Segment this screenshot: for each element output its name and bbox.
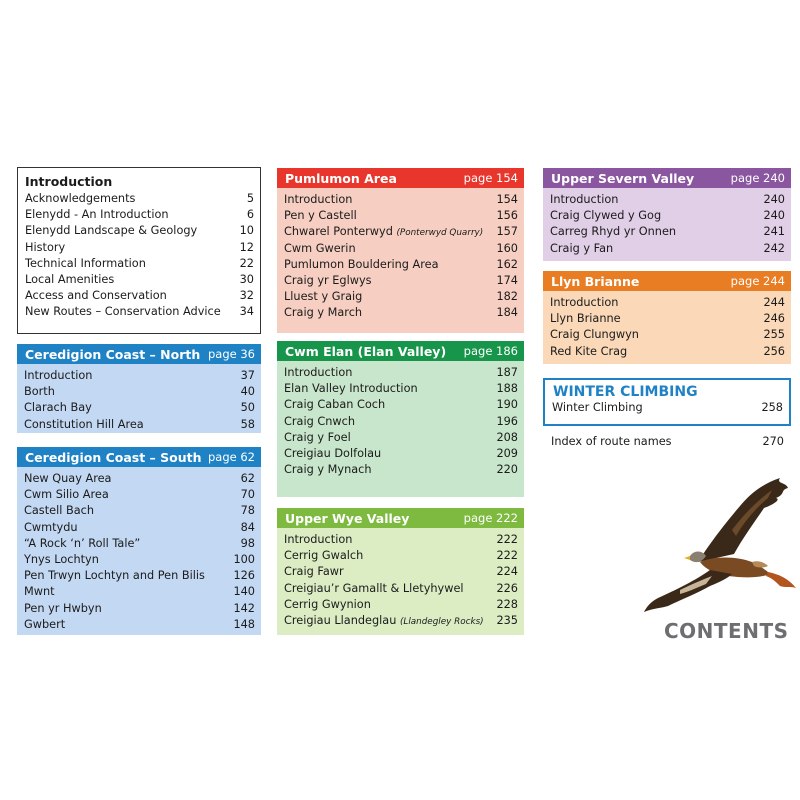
toc-page: 22 — [239, 256, 254, 270]
section-title: Upper Severn Valley — [551, 170, 695, 186]
toc-row — [284, 532, 518, 548]
toc-label-text: Castell Bach — [24, 504, 94, 518]
toc-label-text: Cerrig Gwalch — [284, 549, 364, 563]
toc-page: 58 — [240, 417, 255, 431]
toc-row — [25, 304, 254, 320]
toc-row — [24, 471, 255, 487]
toc-label — [550, 224, 676, 240]
toc-page: 222 — [496, 533, 518, 546]
section-list — [545, 400, 789, 420]
toc-page: 156 — [496, 209, 518, 223]
toc-row — [284, 273, 518, 289]
toc-label-text: Ynys Lochtyn — [24, 552, 99, 566]
toc-label — [284, 305, 362, 321]
section-page: page 62 — [207, 450, 255, 464]
toc-page: 184 — [496, 306, 518, 320]
toc-page: 244 — [763, 296, 785, 309]
toc-label — [284, 289, 362, 305]
toc-label — [550, 241, 613, 257]
toc-page: 228 — [496, 597, 518, 611]
toc-page: 224 — [496, 565, 518, 579]
toc-label — [25, 256, 146, 272]
toc-label — [284, 208, 357, 224]
section-upper-wye — [277, 508, 524, 635]
toc-page: 240 — [763, 209, 785, 223]
toc-page: 50 — [240, 401, 255, 415]
toc-row — [284, 397, 518, 413]
toc-row — [550, 327, 785, 343]
toc-label-text: New Quay Area — [24, 472, 112, 485]
section-page: page 186 — [463, 344, 518, 358]
toc-row — [25, 272, 254, 288]
section-title: Ceredigion Coast – South — [25, 449, 202, 465]
toc-row — [284, 305, 518, 321]
toc-label — [24, 584, 55, 600]
toc-label-text: Craig Fawr — [284, 565, 344, 579]
toc-label-text: Craig Cnwch — [284, 414, 356, 428]
toc-label — [24, 400, 92, 416]
toc-page: 246 — [763, 312, 785, 326]
toc-row — [284, 414, 518, 430]
toc-label-text: Red Kite Crag — [550, 344, 628, 358]
section-cwm-elan — [277, 341, 524, 497]
section-header — [543, 271, 791, 291]
toc-page: 208 — [496, 430, 518, 444]
toc-label-text: Clarach Bay — [24, 401, 92, 415]
section-list — [277, 361, 524, 482]
toc-page: 78 — [240, 504, 255, 518]
toc-label-text: Mwnt — [24, 585, 55, 599]
toc-label — [284, 241, 356, 257]
toc-row — [284, 208, 518, 224]
toc-label-text: Carreg Rhyd yr Onnen — [550, 225, 677, 239]
toc-row — [24, 384, 255, 400]
toc-row — [24, 568, 255, 584]
toc-page: 196 — [496, 414, 518, 428]
toc-label-text: Creigiau’r Gamallt & Lletyhywel — [284, 581, 464, 595]
red-kite-bird-icon — [640, 470, 800, 615]
toc-label — [284, 414, 355, 430]
toc-row — [24, 552, 255, 568]
toc-label — [284, 462, 372, 478]
toc-page: 226 — [496, 581, 518, 595]
toc-label — [24, 601, 102, 617]
section-title: WINTER CLIMBING — [553, 384, 698, 400]
toc-label-text: Cwmtydu — [24, 520, 78, 534]
section-header — [17, 344, 261, 364]
section-llyn-brianne — [543, 271, 791, 364]
toc-row — [24, 617, 255, 633]
section-introduction — [17, 167, 261, 334]
toc-page: 70 — [240, 488, 255, 502]
toc-label-text: Introduction — [550, 193, 619, 206]
section-title: Llyn Brianne — [551, 273, 640, 289]
toc-row — [24, 536, 255, 552]
toc-row — [284, 613, 518, 629]
toc-label-text: New Routes – Conservation Advice — [25, 305, 221, 319]
index-label: Index of route names — [551, 435, 672, 448]
toc-label-text: Lluest y Graig — [284, 290, 363, 304]
toc-label-text: Introduction — [284, 533, 353, 546]
toc-label-text: Introduction — [550, 296, 619, 309]
toc-page: 209 — [496, 446, 518, 460]
section-list — [543, 188, 791, 261]
toc-row — [284, 581, 518, 597]
toc-label-text: Winter Climbing — [552, 401, 643, 414]
toc-label-text: “A Rock ‘n’ Roll Tale” — [24, 536, 141, 550]
toc-page: 140 — [233, 585, 255, 599]
toc-row — [25, 240, 254, 256]
toc-page: 6 — [246, 208, 254, 222]
toc-row — [25, 191, 254, 207]
toc-label-text: Craig y March — [284, 306, 363, 320]
toc-label-text: Creigiau Dolfolau — [284, 446, 382, 460]
toc-page: 5 — [246, 192, 254, 205]
contents-title: CONTENTS — [664, 619, 789, 643]
toc-label-text: Pen Trwyn Lochtyn and Pen Bilis — [24, 569, 205, 583]
toc-page: 154 — [496, 193, 518, 206]
toc-label — [25, 240, 65, 256]
toc-label — [550, 208, 661, 224]
toc-label — [25, 288, 167, 304]
section-list — [277, 188, 524, 326]
toc-row — [550, 311, 785, 327]
section-title: Introduction — [25, 174, 113, 189]
toc-row — [284, 430, 518, 446]
toc-row — [24, 601, 255, 617]
toc-label-text: Pen y Castell — [284, 209, 357, 223]
toc-label-text: Craig y Foel — [284, 430, 351, 444]
toc-label — [24, 471, 111, 487]
toc-row — [284, 224, 518, 240]
toc-label — [284, 365, 352, 381]
toc-page: 10 — [239, 224, 254, 238]
toc-label — [284, 257, 439, 273]
toc-page: 242 — [763, 241, 785, 255]
toc-label — [284, 564, 344, 580]
toc-row — [552, 400, 783, 416]
toc-page: 255 — [763, 328, 785, 342]
section-list — [277, 528, 524, 633]
toc-label — [25, 223, 197, 239]
section-list — [17, 364, 261, 437]
toc-row — [550, 344, 785, 360]
toc-label-text: Introduction — [24, 369, 93, 382]
section-title: Ceredigion Coast – North — [25, 346, 201, 362]
toc-label — [284, 548, 363, 564]
toc-row — [24, 417, 255, 433]
toc-label-text: Craig y Mynach — [284, 463, 372, 477]
toc-label — [24, 503, 94, 519]
toc-row — [24, 503, 255, 519]
toc-row — [284, 381, 518, 397]
toc-page: 174 — [496, 273, 518, 287]
toc-page: 187 — [496, 366, 518, 379]
toc-page: 190 — [496, 398, 518, 412]
toc-page: 32 — [239, 289, 254, 303]
section-page: page 222 — [463, 511, 518, 525]
section-ceredigion-south — [17, 447, 261, 635]
section-header — [277, 508, 524, 528]
section-pumlumon — [277, 168, 524, 333]
toc-row — [284, 446, 518, 462]
toc-label-text: Pumlumon Bouldering Area — [284, 257, 439, 271]
toc-label-text: Gwbert — [24, 617, 66, 631]
toc-label-text: Craig Caban Coch — [284, 398, 386, 412]
toc-row — [550, 208, 785, 224]
toc-label — [25, 191, 135, 207]
toc-label — [25, 304, 221, 320]
toc-row — [284, 257, 518, 273]
toc-label — [284, 532, 352, 548]
section-header — [277, 341, 524, 361]
toc-row — [284, 462, 518, 478]
toc-page: 100 — [233, 552, 255, 566]
toc-label-text: Borth — [24, 385, 55, 399]
toc-row — [25, 256, 254, 272]
section-header — [277, 168, 524, 188]
toc-label-text: Craig Clywed y Gog — [550, 209, 662, 223]
toc-label — [284, 273, 372, 289]
toc-page: 220 — [496, 463, 518, 477]
toc-page: 235 — [496, 613, 518, 627]
index-page: 270 — [762, 435, 784, 448]
toc-label-text: Cerrig Gwynion — [284, 597, 371, 611]
toc-row — [24, 368, 255, 384]
toc-label — [24, 617, 65, 633]
toc-row — [284, 564, 518, 580]
toc-row — [284, 192, 518, 208]
toc-label — [24, 368, 92, 384]
toc-page: 30 — [239, 272, 254, 286]
toc-page: 258 — [761, 401, 783, 414]
section-title: Cwm Elan (Elan Valley) — [285, 343, 447, 359]
toc-row — [24, 584, 255, 600]
section-list — [543, 291, 791, 364]
toc-label — [24, 417, 144, 433]
toc-row — [550, 295, 785, 311]
toc-row — [24, 400, 255, 416]
toc-page: 240 — [763, 193, 785, 206]
toc-label — [284, 397, 385, 413]
toc-label — [24, 536, 140, 552]
toc-page: 34 — [239, 305, 254, 319]
toc-note: (Llandegley Rocks) — [399, 616, 484, 627]
section-header — [543, 168, 791, 188]
section-page: page 154 — [463, 171, 518, 185]
toc-row — [24, 520, 255, 536]
toc-page: 241 — [763, 225, 785, 239]
toc-label-text: Craig Clungwyn — [550, 328, 639, 342]
toc-label-text: Local Amenities — [25, 272, 115, 286]
toc-label — [24, 520, 78, 536]
toc-label-text: Pen yr Hwbyn — [24, 601, 102, 615]
toc-row — [550, 192, 785, 208]
toc-page: 188 — [496, 382, 518, 396]
toc-label-text: Elenydd Landscape & Geology — [25, 224, 198, 238]
toc-label — [550, 344, 627, 360]
toc-row — [284, 241, 518, 257]
toc-row — [284, 365, 518, 381]
toc-row — [25, 207, 254, 223]
toc-label-text: Acknowledgements — [25, 192, 136, 205]
toc-label-text: Chwarel Ponterwyd — [284, 225, 393, 239]
section-list — [18, 191, 260, 325]
toc-page: 98 — [240, 536, 255, 550]
toc-page: 12 — [239, 240, 254, 254]
toc-label — [24, 568, 205, 584]
section-page: page 240 — [730, 171, 785, 185]
section-page: page 36 — [207, 347, 255, 361]
toc-page: 160 — [496, 241, 518, 255]
toc-page: 157 — [496, 225, 518, 239]
toc-row — [284, 548, 518, 564]
toc-label — [550, 295, 618, 311]
toc-label-text: Cwm Silio Area — [24, 488, 109, 502]
toc-label — [25, 207, 169, 223]
toc-label — [284, 224, 483, 241]
toc-label-text: Creigiau Llandeglau — [284, 613, 397, 627]
toc-label-text: Technical Information — [25, 256, 146, 270]
toc-page: 142 — [233, 601, 255, 615]
toc-row — [25, 288, 254, 304]
toc-label-text: Llyn Brianne — [550, 312, 621, 326]
index-row — [551, 434, 784, 450]
toc-label — [552, 400, 643, 416]
toc-label — [284, 446, 381, 462]
section-page: page 244 — [730, 274, 785, 288]
section-title: Pumlumon Area — [285, 170, 397, 186]
toc-row — [284, 289, 518, 305]
toc-label — [284, 597, 371, 613]
toc-page: 256 — [763, 344, 785, 358]
toc-label — [25, 272, 114, 288]
toc-label-text: Craig yr Eglwys — [284, 273, 372, 287]
toc-row — [284, 597, 518, 613]
toc-label — [24, 487, 109, 503]
section-title: Upper Wye Valley — [285, 510, 410, 526]
toc-label-text: Access and Conservation — [25, 289, 167, 303]
section-list — [17, 467, 261, 637]
toc-label — [550, 192, 618, 208]
toc-label — [284, 581, 464, 597]
toc-label-text: Introduction — [284, 193, 353, 206]
toc-page: 40 — [240, 385, 255, 399]
section-header — [17, 447, 261, 467]
toc-row — [25, 223, 254, 239]
toc-label — [284, 430, 351, 446]
toc-label-text: Craig y Fan — [550, 241, 614, 255]
toc-label-text: History — [25, 240, 66, 254]
toc-label — [24, 384, 55, 400]
toc-note: (Ponterwyd Quarry) — [396, 228, 484, 239]
toc-label-text: Elan Valley Introduction — [284, 382, 418, 396]
toc-page: 222 — [496, 549, 518, 563]
toc-page: 37 — [240, 369, 255, 382]
toc-label — [550, 327, 639, 343]
toc-page: 182 — [496, 290, 518, 304]
toc-label-text: Cwm Gwerin — [284, 241, 356, 255]
section-ceredigion-north — [17, 344, 261, 433]
section-winter-climbing — [543, 378, 791, 426]
toc-label-text: Introduction — [284, 366, 353, 379]
section-upper-severn — [543, 168, 791, 261]
toc-label — [284, 192, 352, 208]
toc-page: 84 — [240, 520, 255, 534]
toc-label — [284, 613, 484, 630]
toc-page: 126 — [233, 569, 255, 583]
toc-row — [550, 224, 785, 240]
toc-label — [550, 311, 621, 327]
toc-row — [550, 241, 785, 257]
toc-label — [284, 381, 418, 397]
toc-page: 162 — [496, 257, 518, 271]
toc-label-text: Elenydd - An Introduction — [25, 208, 169, 222]
toc-page: 62 — [240, 472, 255, 485]
toc-label-text: Constitution Hill Area — [24, 417, 144, 431]
toc-row — [24, 487, 255, 503]
toc-label — [24, 552, 99, 568]
toc-page: 148 — [233, 617, 255, 631]
